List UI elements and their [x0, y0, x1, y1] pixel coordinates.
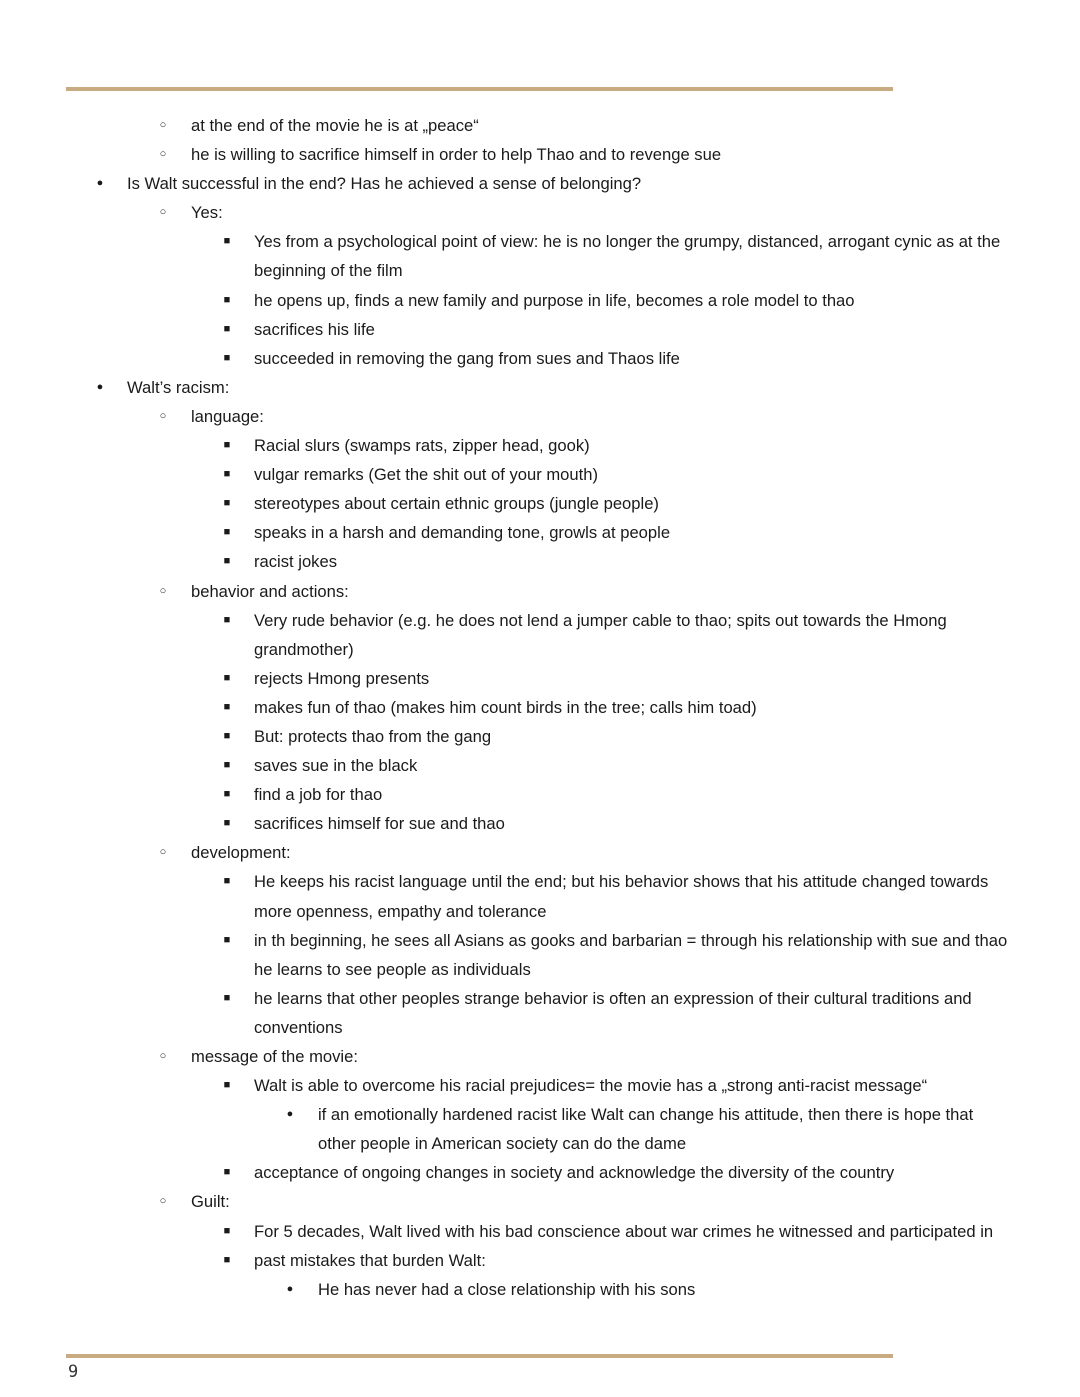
list-item — [0, 867, 1080, 896]
list-item — [0, 606, 1080, 635]
bullet-icon: ■ — [223, 1224, 231, 1237]
list-item — [0, 1246, 1080, 1275]
bullet-icon: ○ — [159, 584, 167, 597]
list-item — [0, 1187, 1080, 1216]
list-item — [0, 955, 1080, 984]
list-item — [0, 547, 1080, 576]
list-item-text: beginning of the film — [254, 261, 403, 281]
list-item — [0, 286, 1080, 315]
bottom-divider — [66, 1354, 893, 1358]
list-item — [0, 1158, 1080, 1187]
list-item-text: he opens up, finds a new family and purpose in life, becomes a role model to thao — [254, 290, 855, 310]
bullet-icon: ■ — [223, 1166, 231, 1179]
bullet-icon: ■ — [223, 759, 231, 772]
list-item-text: Is Walt successful in the end? Has he achieved a sense of belonging? — [127, 174, 642, 194]
list-item — [0, 984, 1080, 1013]
bullet-icon: ■ — [223, 468, 231, 481]
bullet-icon: ■ — [223, 613, 231, 626]
list-item-text: vulgar remarks (Get the shit out of your mouth) — [254, 465, 598, 485]
list-item — [0, 693, 1080, 722]
list-item — [0, 431, 1080, 460]
bullet-icon: ■ — [223, 439, 231, 452]
bullet-icon: ○ — [159, 1195, 167, 1208]
list-item — [0, 838, 1080, 867]
list-item — [0, 140, 1080, 169]
bullet-icon: ■ — [223, 788, 231, 801]
list-item — [0, 198, 1080, 227]
list-item-text: saves sue in the black — [254, 756, 418, 776]
list-item — [0, 1013, 1080, 1042]
list-item-text: more openness, empathy and tolerance — [254, 901, 547, 921]
list-item — [0, 256, 1080, 285]
list-item — [0, 1275, 1080, 1304]
bullet-icon: ■ — [223, 293, 231, 306]
list-item — [0, 169, 1080, 198]
list-item — [0, 344, 1080, 373]
list-item-text: stereotypes about certain ethnic groups (jungle people) — [254, 494, 659, 514]
notes-body — [0, 111, 1080, 1304]
list-item — [0, 489, 1080, 518]
list-item — [0, 227, 1080, 256]
bullet-icon: ● — [96, 177, 104, 190]
list-item — [0, 1071, 1080, 1100]
list-item — [0, 1100, 1080, 1129]
list-item — [0, 809, 1080, 838]
list-item-text: conventions — [254, 1017, 343, 1037]
bullet-icon: ■ — [223, 235, 231, 248]
list-item-text: find a job for thao — [254, 785, 383, 805]
list-item — [0, 315, 1080, 344]
list-item-text: Yes from a psychological point of view: he is no longer the grumpy, distanced, arrogant cynic as at the — [254, 232, 1001, 252]
bullet-icon: ○ — [159, 206, 167, 219]
list-item-text: But: protects thao from the gang — [254, 726, 492, 746]
top-divider — [66, 87, 893, 91]
list-item-text: He keeps his racist language until the end; but his behavior shows that his attitude changed towards — [254, 872, 989, 892]
bullet-icon: ■ — [223, 700, 231, 713]
bullet-icon: ○ — [159, 119, 167, 131]
list-item-text: acceptance of ongoing changes in society and acknowledge the diversity of the country — [254, 1163, 895, 1183]
list-item-text: sacrifices his life — [254, 319, 375, 339]
list-item — [0, 897, 1080, 926]
list-item-text: For 5 decades, Walt lived with his bad conscience about war crimes he witnessed and participated in — [254, 1221, 994, 1241]
list-item-text: Very rude behavior (e.g. he does not lend a jumper cable to thao; spits out towards the Hmong — [254, 610, 947, 630]
bullet-icon: ■ — [223, 991, 231, 1004]
list-item-text: sacrifices himself for sue and thao — [254, 814, 505, 834]
list-item-text: Yes: — [191, 203, 223, 223]
list-item-text: language: — [191, 406, 264, 426]
bullet-icon: ■ — [223, 817, 231, 830]
bullet-icon: ■ — [223, 555, 231, 568]
list-item — [0, 402, 1080, 431]
list-item-text: Racial slurs (swamps rats, zipper head, gook) — [254, 436, 590, 456]
bullet-icon: ■ — [223, 875, 231, 888]
list-item-text: He has never had a close relationship with his sons — [318, 1279, 696, 1299]
list-item — [0, 460, 1080, 489]
list-item-text: speaks in a harsh and demanding tone, growls at people — [254, 523, 671, 543]
bullet-icon: ○ — [159, 148, 167, 161]
list-item — [0, 664, 1080, 693]
bullet-icon: ■ — [223, 526, 231, 539]
list-item — [0, 373, 1080, 402]
list-item-text: he learns that other peoples strange behavior is often an expression of their cultural traditions and — [254, 988, 972, 1008]
bullet-icon: ■ — [223, 322, 231, 335]
bullet-icon: ■ — [223, 671, 231, 684]
list-item — [0, 518, 1080, 547]
bullet-icon: ● — [96, 380, 104, 393]
list-item-text: grandmother) — [254, 639, 354, 659]
bullet-icon: ■ — [223, 351, 231, 364]
list-item — [0, 111, 1080, 140]
list-item — [0, 780, 1080, 809]
list-item — [0, 926, 1080, 955]
list-item-text: if an emotionally hardened racist like Walt can change his attitude, then there is hope that — [318, 1105, 974, 1125]
bullet-icon: ■ — [223, 497, 231, 510]
bullet-icon: ■ — [223, 1253, 231, 1266]
bullet-icon: ● — [286, 1282, 294, 1295]
list-item-text: Walt is able to overcome his racial prejudices= the movie has a „strong anti-racist message“ — [254, 1076, 928, 1096]
bullet-icon: ■ — [223, 1079, 231, 1092]
list-item — [0, 577, 1080, 606]
list-item-text: succeeded in removing the gang from sues and Thaos life — [254, 348, 680, 368]
list-item-text: he learns to see people as individuals — [254, 959, 531, 979]
list-item-text: past mistakes that burden Walt: — [254, 1250, 486, 1270]
list-item — [0, 1217, 1080, 1246]
list-item-text: development: — [191, 843, 291, 863]
list-item-text: behavior and actions: — [191, 581, 349, 601]
list-item-text: Walt’s racism: — [127, 377, 230, 397]
bullet-icon: ○ — [159, 846, 167, 859]
list-item-text: he is willing to sacrifice himself in order to help Thao and to revenge sue — [191, 145, 722, 165]
list-item-text: Guilt: — [191, 1192, 230, 1212]
list-item-text: message of the movie: — [191, 1047, 358, 1066]
bullet-icon: ■ — [223, 933, 231, 946]
list-item-text: makes fun of thao (makes him count birds in the tree; calls him toad) — [254, 697, 757, 717]
page-number: 9 — [68, 1362, 79, 1382]
list-item-text: in th beginning, he sees all Asians as gooks and barbarian = through his relationship with sue and thao — [254, 930, 1008, 950]
bullet-icon: ○ — [159, 1050, 167, 1062]
list-item-text: other people in American society can do the dame — [318, 1134, 687, 1154]
bullet-icon: ■ — [223, 729, 231, 742]
bullet-icon: ● — [286, 1108, 294, 1121]
list-item-text: racist jokes — [254, 552, 337, 572]
list-item-text: at the end of the movie he is at „peace“ — [191, 116, 479, 135]
list-item — [0, 751, 1080, 780]
list-item-text: rejects Hmong presents — [254, 668, 430, 688]
list-item — [0, 635, 1080, 664]
list-item — [0, 1129, 1080, 1158]
list-item — [0, 722, 1080, 751]
bullet-icon: ○ — [159, 409, 167, 422]
list-item — [0, 1042, 1080, 1071]
